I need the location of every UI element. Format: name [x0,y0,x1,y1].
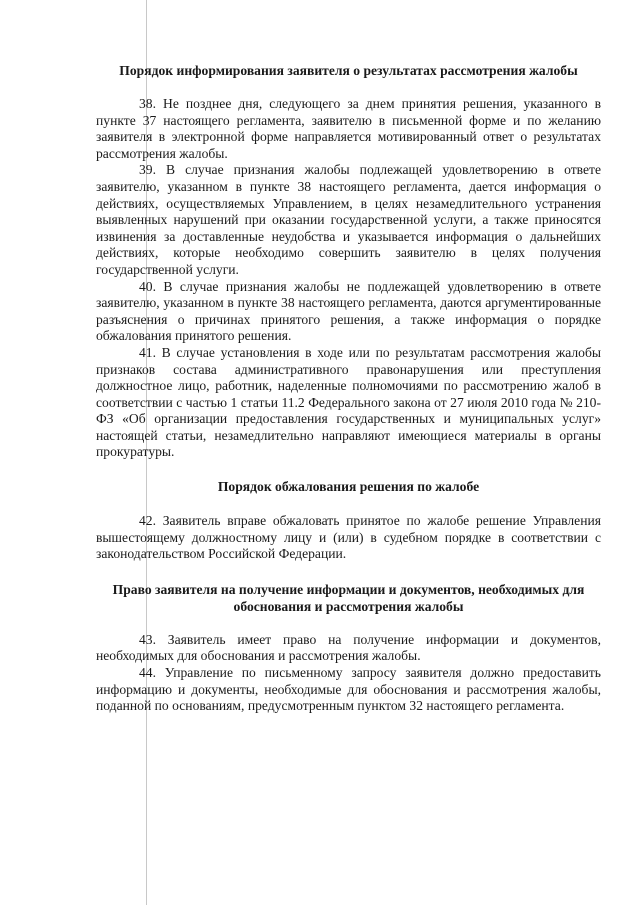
paragraph-43: 43. Заявитель имеет право на получение информации и документов, необходимых для обоснования и рассмотрения жалобы. [96,631,601,664]
paragraph-41: 41. В случае установления в ходе или по результатам рассмотрения жалобы признаков состава административного правонарушения или преступления должностное лицо, работник, наделенные полномочиями по рассмотрению жалоб в соответствии с частью 1 статьи 11.2 Федерального закона от 27 июля 2010 года № 210-ФЗ «Об организации предоставления государственных и муниципальных услуг» настоящей статьи, незамедлительно направляют имеющиеся материалы в органы прокуратуры. [96,344,601,460]
paragraph-38: 38. Не позднее дня, следующего за днем принятия решения, указанного в пункте 37 настоящего регламента, заявителю в письменной форме и по желанию заявителя в электронной форме направляется мотивированный ответ о результатах рассмотрения жалобы. [96,96,601,161]
section-heading-appeal: Порядок обжалования решения по жалобе [217,479,480,495]
section-heading-rights: Право заявителя на получение информации и документов, необходимых для обоснования и рассмотрения жалобы [112,581,585,614]
paragraph-42: 42. Заявитель вправе обжаловать принятое по жалобе решение Управления вышестоящему должностному лицу и (или) в судебном порядке в соответствии с законодательством Российской Федерации. [96,513,601,562]
paragraph-44: 44. Управление по письменному запросу заявителя должно предоставить информацию и документы, необходимые для обоснования и рассмотрения жалобы, поданной по основаниям, предусмотренным пунктом 32 настоящего регламента. [96,665,601,714]
paragraph-39: 39. В случае признания жалобы подлежащей удовлетворению в ответе заявителю, указанном в пункте 38 настоящего регламента, дается информация о действиях, осуществляемых Управлением, в целях незамедлительного устранения выявленных нарушений при оказании государственной услуги, а также приносятся извинения за доставленные неудобства и указывается информация о дальнейших действиях, которые необходимо совершить заявителю в целях получения государственной услуги. [96,162,601,277]
section-heading-informing: Порядок информирования заявителя о результатах рассмотрения жалобы [119,63,578,78]
document-body [96,62,601,715]
paragraph-40: 40. В случае признания жалобы не подлежащей удовлетворению в ответе заявителю, указанном в пункте 38 настоящего регламента, даются аргументированные разъяснения о причинах принятого решения, а также информация о порядке обжалования принятого решения. [96,278,601,344]
